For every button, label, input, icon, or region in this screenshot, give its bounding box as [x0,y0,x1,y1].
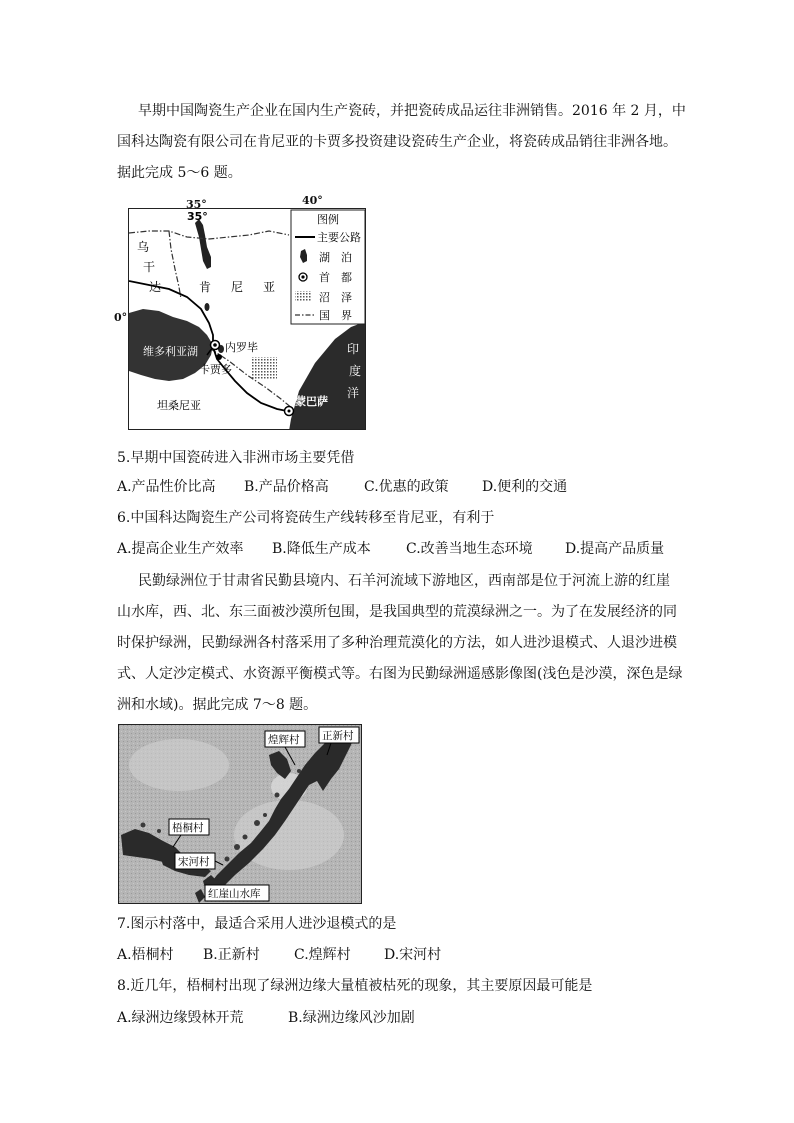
ocean-label-3: 洋 [347,386,360,400]
zhengxin-label: 正新村 [322,730,354,742]
q6-option-c[interactable]: C.改善当地生态环境 [406,541,533,557]
huanghui-label: 煌辉村 [268,734,300,746]
q7-option-d[interactable]: D.宋河村 [384,947,442,963]
border-north [129,231,289,239]
q5-option-d[interactable]: D.便利的交通 [482,479,568,495]
nairobi-label: 内罗毕 [225,341,258,354]
q5-stem: 5.早期中国瓷砖进入非洲市场主要凭借 [117,450,355,466]
kenya-label-2: 尼 [231,280,244,294]
intro2-line1: 民勤绿洲位于甘肃省民勤县境内、石羊河流域下游地区，西南部是位于河流上游的红崖 [138,573,670,589]
legend-swamp-icon [295,291,311,301]
q5-option-c[interactable]: C.优惠的政策 [364,479,449,495]
q7-option-b[interactable]: B.正新村 [203,947,260,963]
q5-option-b[interactable]: B.产品价格高 [244,479,329,495]
q6-option-a[interactable]: A.提高企业生产效率 [117,541,244,557]
kajiado-dot [216,354,222,360]
intro2-line3: 时保护绿洲，民勤绿洲各村落采用了多种治理荒漠化的方法，如人进沙退模式、人退沙进模 [117,635,677,651]
kenya-label-3: 亚 [263,280,276,294]
reservoir-label: 红崖山水库 [208,888,261,900]
victoria-label: 维多利亚湖 [143,345,198,358]
legend-capital: 首 都 [319,271,352,284]
lon35-outer-label: 35° [186,198,207,211]
border-uganda [169,231,181,299]
q7-option-c[interactable]: C.煌辉村 [294,947,351,963]
q7-option-a[interactable]: A.梧桐村 [117,947,174,963]
nairobi-dot [213,343,217,347]
mombasa-dot [288,410,291,413]
legend-road: 主要公路 [317,231,361,244]
q8-stem: 8.近几年，梧桐村出现了绿洲边缘大量植被枯死的现象，其主要原因最可能是 [117,978,593,994]
lat0-label: 0° [114,311,128,324]
lon40-outer-label: 40° [302,194,323,207]
minqin-remote-sensing-image [118,724,362,904]
minqin-map-svg [119,725,362,904]
legend-title: 图例 [317,213,339,226]
q8-option-a[interactable]: A.绿洲边缘毁林开荒 [117,1010,244,1026]
q6-option-d[interactable]: D.提高产品质量 [565,541,665,557]
label-reservoir [205,885,269,901]
intro2-line5: 洲和水域)。据此完成 7～8 题。 [117,697,318,713]
intro1-line3: 据此完成 5～6 题。 [117,165,242,181]
legend-lake: 湖 泊 [319,251,352,264]
legend-border: 国 界 [319,309,352,322]
mombasa-label: 蒙巴萨 [295,395,328,408]
intro2-line4: 式、人定沙定模式、水资源平衡模式等。右图为民勤绿洲遥感影像图(浅色是沙漠，深色是绿 [117,666,683,682]
q7-stem: 7.图示村落中，最适合采用人进沙退模式的是 [117,916,397,932]
intro1-line2: 国科达陶瓷有限公司在肯尼亚的卡贾多投资建设瓷砖生产企业，将瓷砖成品销往非洲各地。 [117,134,677,150]
kenya-map [128,208,366,430]
map-legend [291,210,365,324]
q6-stem: 6.中国科达陶瓷生产公司将瓷砖生产线转移至肯尼亚，有利于 [117,510,495,526]
ocean-label-2: 度 [349,364,362,378]
ocean-label-1: 印 [347,342,360,356]
kenya-label-1: 肯 [199,280,212,294]
songhe-label: 宋河村 [178,856,210,868]
kenya-map-svg [129,209,366,430]
uganda-label-3: 达 [149,280,162,294]
legend-swamp: 沼 泽 [319,291,352,304]
q6-option-b[interactable]: B.降低生产成本 [272,541,371,557]
wutong-label: 梧桐村 [172,822,204,834]
swamp-area [251,357,277,379]
uganda-label-1: 乌 [137,240,150,254]
tanzania-label: 坦桑尼亚 [157,399,201,412]
lake-turkana [195,219,211,269]
uganda-label-2: 干 [143,260,156,274]
intro2-line2: 山水库，西、北、东三面被沙漠所包围，是我国典型的荒漠绿洲之一。为了在发展经济的同 [117,604,677,620]
kajiado-label: 卡贾多 [199,363,232,376]
intro1-line1: 早期中国陶瓷生产企业在国内生产瓷砖，并把瓷砖成品运往非洲销售。2016 年 2 月，中 [138,103,686,119]
q8-option-b[interactable]: B.绿洲边缘风沙加剧 [288,1010,415,1026]
small-lake [205,303,210,311]
legend-capital-dot [301,275,304,278]
sand-patch [129,739,229,791]
q5-option-a[interactable]: A.产品性价比高 [117,479,216,495]
lon35-label: 35° [187,210,208,223]
